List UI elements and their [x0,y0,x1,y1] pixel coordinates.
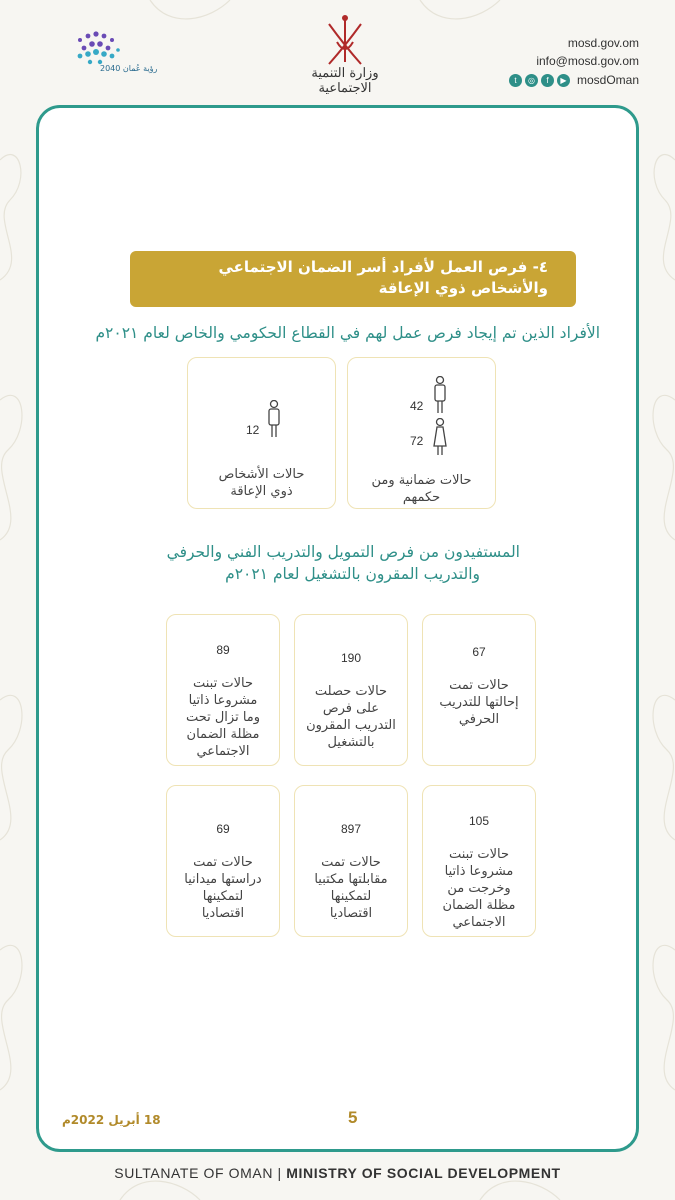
stat-label-line: مظلة الضمان [186,727,260,742]
page-number: 5 [348,1108,358,1127]
male-person-icon [432,376,448,416]
stat-value: 105 [468,814,490,828]
stat-label-line: مشروعا ذاتيا [444,864,514,879]
female-person-icon [432,418,448,458]
facebook-icon[interactable]: f [541,74,554,87]
stat-label-line: دراستها ميدانيا [184,872,262,887]
stat-label-line: اقتصاديا [201,906,245,921]
oman-vision-2040-logo [60,22,140,88]
section2-title-1: المستفيدون من فرص التمويل والتدريب الفني والحرفي [166,543,520,561]
stat-label-line: مشروعا ذاتيا [188,693,258,708]
stat-value: 190 [340,651,362,665]
stat-label-line: حالات تمت [193,855,253,870]
stat-label-line: حالات تمت [321,855,381,870]
stat-box [422,614,536,766]
banner-line-2: والأشخاص ذوي الإعاقة [378,279,548,297]
disability-label-1: حالات الأشخاص [218,467,305,482]
contact-info [509,34,639,89]
stat-label-line: حالات تبنت [448,847,509,862]
ministry-name-english: MINISTRY OF SOCIAL DEVELOPMENT [286,1165,561,1181]
country-name: SULTANATE OF OMAN [114,1165,274,1181]
social-handle: mosdOman [576,73,639,87]
stat-label-line: على فرص [322,701,380,716]
stat-label-line: وخرجت من [447,881,511,896]
section1-title: الأفراد الذين تم إيجاد فرص عمل لهم في القطاع الحكومي والخاص لعام ٢٠٢١م [95,324,600,342]
stat-label-line: مقابلتها مكتبيا [314,872,388,887]
male-count: 42 [410,399,424,413]
social-links [509,71,639,89]
female-count: 72 [410,434,424,448]
social-security-label-2: حكمهم [402,490,441,505]
stat-box [294,614,408,766]
stat-label-line: حالات تبنت [192,676,253,691]
stat-label-line: وما تزال تحت [185,710,261,725]
stat-label-line: إحالتها للتدريب [439,695,519,710]
banner-line-1: ٤- فرص العمل لأفراد أسر الضمان الاجتماعي [218,258,548,276]
stat-label-line: لتمكينها [330,889,372,904]
stat-box [166,614,280,766]
disability-label-2: ذوي الإعاقة [230,484,293,499]
section2-title-2: والتدريب المقرون بالتشغيل لعام ٢٠٢١م [225,565,480,583]
stat-box [422,785,536,937]
stat-label-line: اقتصاديا [329,906,373,921]
stat-label-line: الاجتماعي [196,744,250,759]
stat-value: 69 [216,822,230,836]
stat-value: 89 [216,643,230,657]
social-security-box [347,357,496,509]
stat-label-line: حالات تمت [449,678,509,693]
stat-label-line: الحرفي [458,712,500,727]
stat-label-line: لتمكينها [202,889,244,904]
instagram-icon[interactable]: ◎ [525,74,538,87]
stat-label-line: الاجتماعي [452,915,506,930]
ministry-name-arabic: وزارة التنمية الاجتماعية [311,66,379,96]
stat-value: 897 [340,822,362,836]
stat-label-line: التدريب المقرون [306,718,396,733]
website-link[interactable]: mosd.gov.om [567,36,639,50]
email-link[interactable]: info@mosd.gov.om [536,54,639,68]
stat-box [294,785,408,937]
twitter-icon[interactable]: t [509,74,522,87]
vision-text: رؤية عُمان 2040 [100,64,158,73]
section-banner [130,251,576,307]
stat-box [166,785,280,937]
male-person-icon [266,400,282,440]
stat-label-line: مظلة الضمان [442,898,516,913]
stat-value: 67 [472,645,486,659]
disability-count: 12 [246,423,260,437]
stat-label-line: حالات حصلت [314,684,388,699]
youtube-icon[interactable]: ▶ [557,74,570,87]
social-security-label-1: حالات ضمانية ومن [371,473,472,488]
footer-date: 18 أبريل 2022م [62,1113,161,1127]
bottom-caption: SULTANATE OF OMAN | MINISTRY OF SOCIAL DEVELOPMENT [114,1165,561,1181]
disability-box [187,357,336,509]
stat-label-line: بالتشغيل [327,735,375,750]
